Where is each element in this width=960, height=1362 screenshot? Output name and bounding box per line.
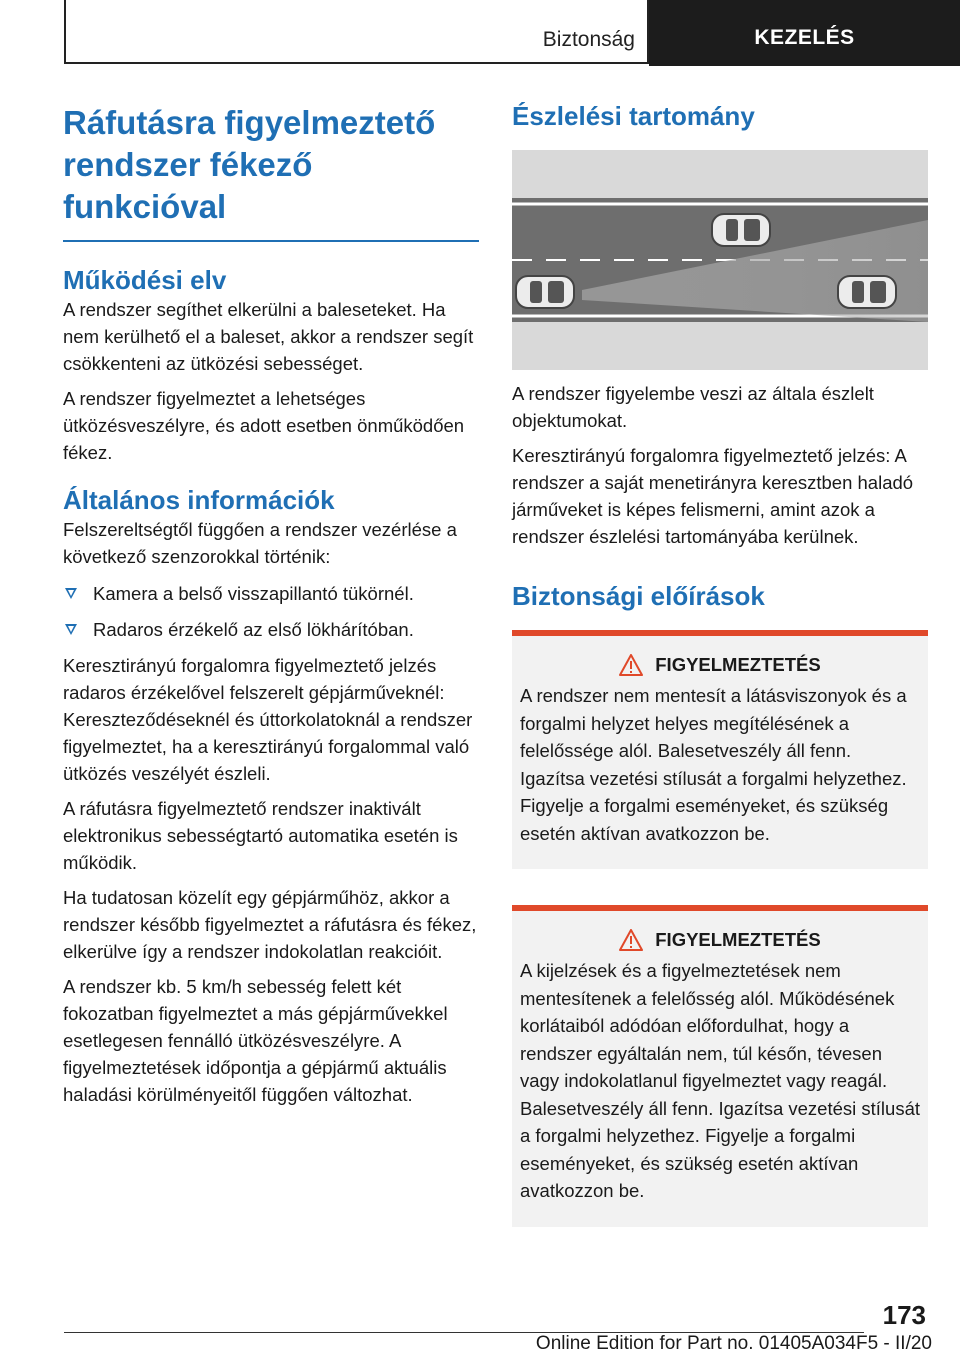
warning-text: A kijelzések és a figyelmeztetések nem mentesítenek a felelősség alól. Működésének korlátaiból adódóan előfordulhat, hogy a rendszer egyáltalán nem, túl későn, tévesen vagy indokolatlanul figyelmeztet vagy reagál. Balesetveszély áll fenn. Igazítsa vezetési stílusát a forgalmi helyzethez. Figyelje a forgalmi eseményeket, és szükség esetén aktívan avatkozzon be. [520,960,921,1201]
warning-triangle-icon [619,654,643,676]
page-title-line1: Ráfutásra figyelmeztető [63,104,436,141]
general-paragraph-4: Ha tudatosan közelít egy gépjárműhöz, akkor a rendszer később figyelmeztet a ráfutásra és fékez, elkerülve így a rendszer indokolatlan reakcióit. [63,887,477,962]
warning-box [512,630,928,869]
car-icon [712,214,770,246]
list-item [63,616,479,643]
bullet-triangle-icon [65,624,77,635]
warning-title: FIGYELMEZTETÉS [655,654,821,675]
general-paragraph-5: A rendszer kb. 5 km/h sebesség felett két fokozatban figyelmeztet a más gépjárművekkel esetlegesen fennálló ütközésveszélyre. A figyelmeztetések időpontja a gépjármű aktuális haladási körülményeitől függően változhat. [63,976,448,1105]
list-item-text: Radaros érzékelő az első lökhárítóban. [93,619,414,640]
detection-range-diagram [512,150,928,370]
list-item [63,580,479,607]
list-item-text: Kamera a belső visszapillantó tükörnél. [93,583,414,604]
page-number: 173 [882,1300,926,1330]
sensor-list [63,580,479,643]
range-paragraph-2: Keresztirányú forgalomra figyelmeztető jelzés: A rendszer a saját menetirányra keresztben haladó járműveket is képes felismerni, amint azok a rendszer észlelési tartományába kerülnek. [512,445,914,547]
bullet-triangle-icon [65,588,77,599]
warning-box [512,905,928,1227]
chapter-tab: KEZELÉS [649,0,960,66]
header-box [64,0,649,64]
right-column [512,100,928,1227]
left-column [63,102,479,1108]
general-paragraph-2: Keresztirányú forgalomra figyelmeztető jelzés radaros érzékelővel felszerelt gépjárműveknél: Kereszteződéseknél és úttorkolatoknál a rendszer figyelmeztet, ha a keresztirányú forgalommal való ütközés veszélyét észleli. [63,655,473,784]
general-paragraph-1: Felszereltségtől függően a rendszer vezérlése a következő szenzorokkal történik: [63,519,457,567]
page-title [63,102,479,242]
warning-text: A rendszer nem mentesít a látásviszonyok és a forgalmi helyzet helyes megítélésének a felelőssége alól. Balesetveszély áll fenn. Igazítsa vezetési stílusát a forgalmi helyzethez. Figyelje a forgalmi eseményeket, és szükség esetén aktívan avatkozzon be. [520,685,907,844]
warning-header [520,929,920,951]
car-icon [516,276,574,308]
footer-edition: Online Edition for Part no. 01405A034F5 - II/20 [535,1333,932,1354]
page-title-line2: rendszer fékező funkcióval [63,146,313,225]
section-title: Biztonság [542,28,635,51]
heading-safety: Biztonsági előírások [512,581,765,611]
warning-triangle-icon [619,929,643,951]
heading-principle: Működési elv [63,265,227,295]
principle-paragraph-1: A rendszer segíthet elkerülni a baleseteket. Ha nem kerülhető el a baleset, akkor a rendszer segít csökkenteni az ütközési sebességet. [63,299,474,374]
general-paragraph-3: A ráfutásra figyelmeztető rendszer inaktivált elektronikus sebességtartó automatika esetén is működik. [63,798,458,873]
heading-general: Általános információk [63,485,335,515]
heading-detection-range: Észlelési tartomány [512,101,755,131]
principle-paragraph-2: A rendszer figyelmeztet a lehetséges ütközésveszélyre, és adott esetben önműködően fékez. [63,388,465,463]
warning-header [520,654,920,676]
warning-title: FIGYELMEZTETÉS [655,929,821,950]
range-paragraph-1: A rendszer figyelembe veszi az általa észlelt objektumokat. [512,383,874,431]
car-icon [838,276,896,308]
